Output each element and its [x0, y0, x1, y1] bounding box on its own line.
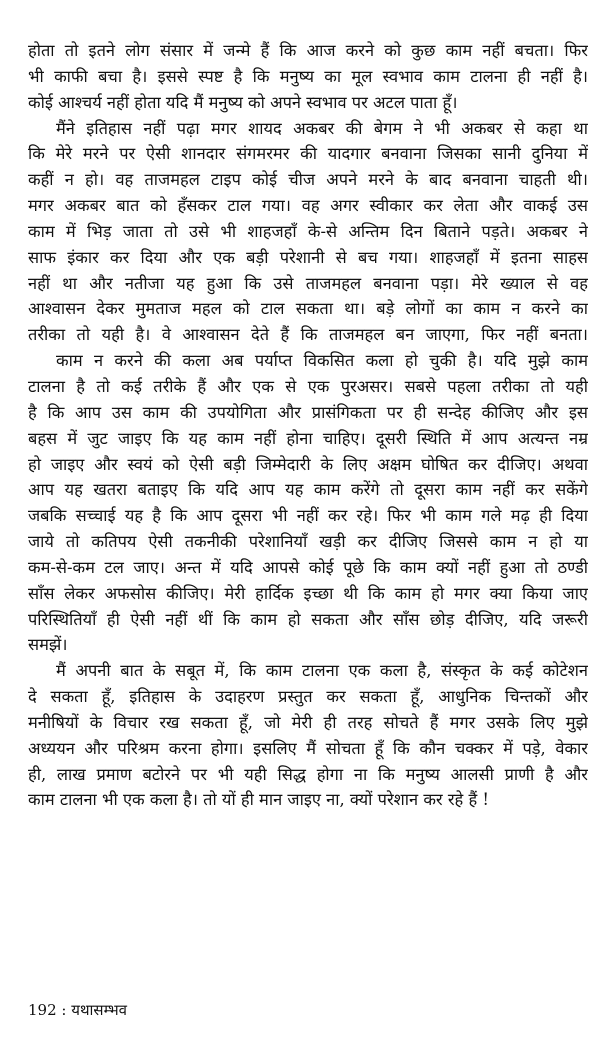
text-line: साँस लेकर अफसोस कीजिए। मेरी हार्दिक इच्छा थी कि काम हो मगर क्या किया जाए	[28, 583, 588, 603]
text-line: है कि आप उस काम की उपयोगिता और प्रासंगिकता पर ही सन्देह कीजिए और इस	[28, 402, 588, 422]
text-line: आप यह खतरा बताइए कि यदि आप यह काम करेंगे तो दूसरा काम नहीं कर सकेंगे	[28, 480, 588, 500]
text-line: काम टालना भी एक कला है। तो यों ही मान जाइए ना, क्यों परेशान कर रहे हैं !	[28, 790, 489, 810]
text-line: कहीं न हो। वह ताजमहल टाइप कोई चीज अपने मरने के बाद बनवाना चाहती थी।	[28, 170, 588, 190]
text-line: ही, लाख प्रमाण बटोरने पर भी यही सिद्ध होगा ना कि मनुष्य आलसी प्राणी है और	[28, 764, 588, 784]
text-line: नहीं था और नतीजा यह हुआ कि उसे ताजमहल बनवाना पड़ा। मेरे ख्याल से वह	[28, 273, 588, 293]
running-title: यथासम्भव	[71, 1001, 127, 1019]
text-line: जाये तो कतिपय ऐसी तकनीकी परेशानियाँ खड़ी कर दीजिए जिससे काम न हो या	[28, 532, 588, 552]
text-line: भी काफी बचा है। इससे स्पष्ट है कि मनुष्य का मूल स्वभाव काम टालना ही नहीं है।	[28, 66, 588, 86]
text-line: कि मेरे मरने पर ऐसी शानदार संगमरमर की यादगार बनवाना जिसका सानी दुनिया में	[28, 144, 588, 164]
text-line: आश्वासन देकर मुमताज महल को टाल सकता था। बड़े लोगों का काम न करने का	[28, 299, 588, 319]
text-line: मैंने इतिहास नहीं पढ़ा मगर शायद अकबर की बेगम ने भी अकबर से कहा था	[56, 118, 588, 138]
text-line: समझें।	[28, 635, 68, 655]
body-text	[28, 38, 588, 813]
text-line: दे सकता हूँ, इतिहास के उदाहरण प्रस्तुत कर सकता हूँ, आधुनिक चिन्तकों और	[28, 687, 588, 707]
text-line: होता तो इतने लोग संसार में जन्मे हैं कि आज करने को कुछ काम नहीं बचता। फिर	[28, 41, 588, 60]
page-footer	[28, 1000, 127, 1020]
text-line: तरीका तो यही है। वे आश्वासन देते हैं कि ताजमहल बन जाएगा, फिर नहीं बनता।	[28, 325, 588, 345]
text-line: काम में भिड़ जाता तो उसे भी शाहजहाँ के-से अन्तिम दिन बिताने पड़ते। अकबर ने	[28, 221, 588, 241]
text-line: परिस्थितियाँ ही ऐसी नहीं थीं कि काम हो सकता और साँस छोड़ दीजिए, यदि जरूरी	[28, 609, 588, 629]
text-line: मनीषियों के विचार रख सकता हूँ, जो मेरी ही तरह सोचते हैं मगर उसके लिए मुझे	[28, 712, 588, 732]
paragraph-3	[28, 348, 588, 658]
text-line: टालना है तो कई तरीके हैं और एक से एक पुरअसर। सबसे पहला तरीका तो यही	[28, 376, 588, 396]
text-line: बहस में जुट जाइए कि यह काम नहीं होना चाहिए। दूसरी स्थिति में आप अत्यन्त नम्र	[28, 428, 588, 448]
paragraph-1	[28, 38, 588, 116]
paragraph-2	[28, 116, 588, 349]
text-line: मैं अपनी बात के सबूत में, कि काम टालना एक कला है, संस्कृत के कई कोटेशन	[56, 661, 588, 681]
text-line: जबकि सच्चाई यह है कि आप दूसरा भी नहीं कर रहे। फिर भी काम गले मढ़ ही दिया	[28, 506, 588, 526]
page-number: 192	[28, 1001, 57, 1019]
footer-separator: :	[61, 1001, 67, 1019]
text-line: कोई आश्चर्य नहीं होता यदि मैं मनुष्य को अपने स्वभाव पर अटल पाता हूँ।	[28, 92, 458, 112]
paragraph-4	[28, 658, 588, 813]
text-line: कम-से-कम टल जाए। अन्त में यदि आपसे कोई पूछे कि काम क्यों नहीं हुआ तो ठण्डी	[28, 557, 588, 577]
text-line: अध्ययन और परिश्रम करना होगा। इसलिए मैं सोचता हूँ कि कौन चक्कर में पड़े, वेकार	[28, 738, 588, 758]
text-line: मगर अकबर बात को हँसकर टाल गया। वह अगर स्वीकार कर लेता और वाकई उस	[28, 196, 588, 216]
text-line: हो जाइए और स्वयं को ऐसी बड़ी जिम्मेदारी के लिए अक्षम घोषित कर दीजिए। अथवा	[28, 454, 588, 474]
text-line: साफ इंकार कर दिया और एक बड़ी परेशानी से बच गया। शाहजहाँ में इतना साहस	[28, 247, 588, 267]
text-line: काम न करने की कला अब पर्याप्त विकसित कला हो चुकी है। यदि मुझे काम	[56, 351, 588, 371]
